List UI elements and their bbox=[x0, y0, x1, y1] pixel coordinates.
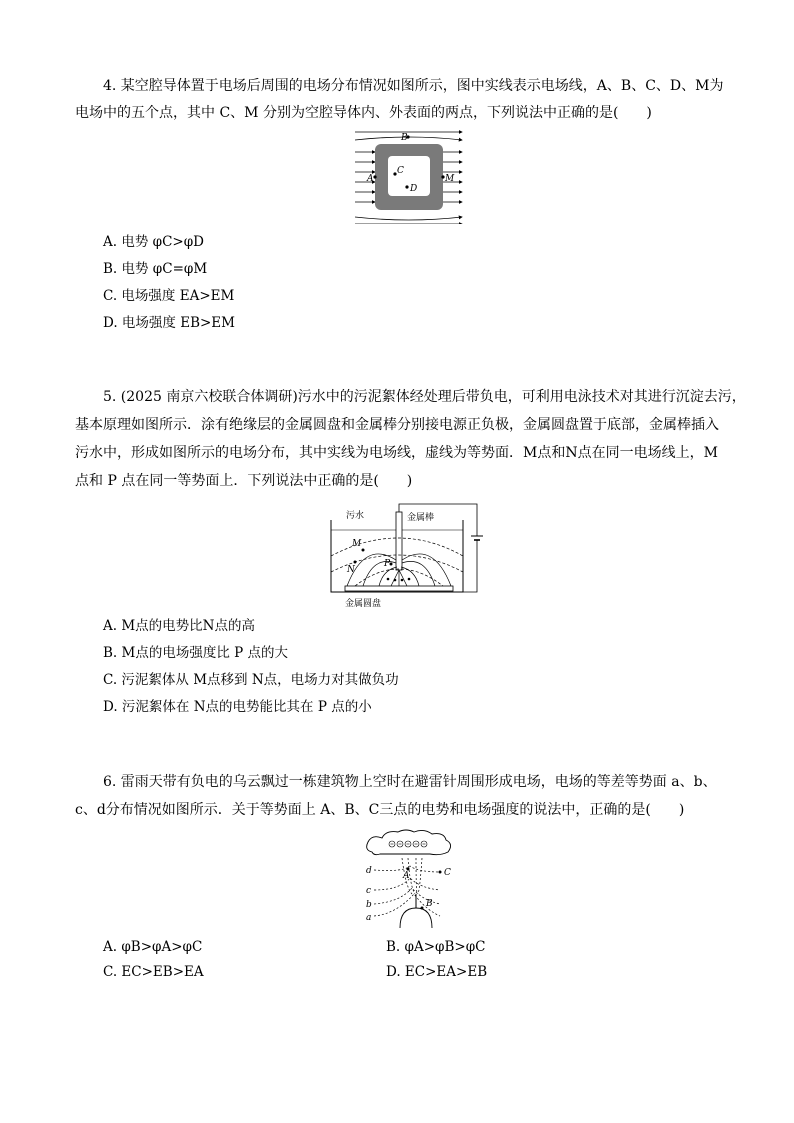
q4-label-M: M bbox=[445, 174, 455, 184]
q6-lightning-rod-figure bbox=[360, 828, 465, 928]
q5-label-disk: 金属圆盘 bbox=[345, 599, 382, 609]
q4-option-b[interactable]: B. 电势 φC=φM bbox=[103, 261, 208, 277]
q4-label-B: B bbox=[401, 133, 408, 143]
q5-electrophoresis-figure bbox=[325, 500, 490, 610]
q6-option-a[interactable]: A. φB>φA>φC bbox=[103, 939, 203, 955]
q6-option-d[interactable]: D. EC>EA>EB bbox=[386, 964, 488, 980]
q5-label-rod: 金属棒 bbox=[407, 513, 435, 523]
q5-option-a[interactable]: A. M点的电势比N点的高 bbox=[103, 618, 255, 634]
q4-cavity bbox=[388, 156, 430, 196]
q4-option-a[interactable]: A. 电势 φC>φD bbox=[103, 234, 204, 250]
q5-stem-line-4: 点和 P 点在同一等势面上．下列说法中正确的是( ) bbox=[75, 473, 413, 489]
q5-label-water: 污水 bbox=[346, 511, 365, 521]
q6-label-c: c bbox=[366, 886, 372, 896]
q6-stem-line-1: 6. 雷雨天带有负电的乌云飘过一栋建筑物上空时在避雷针周围形成电场，电场的等差等势面 a、b、 bbox=[103, 774, 717, 790]
q5-label-P: P bbox=[384, 559, 391, 569]
q6-label-A: A bbox=[403, 871, 410, 881]
q5-stem-line-3: 污水中，形成如图所示的电场分布，其中实线为电场线，虚线为等势面．M点和N点在同一电场线上，M bbox=[75, 445, 718, 461]
q4-cavity-conductor-figure bbox=[355, 128, 463, 224]
q5-stem-line-1: 5. (2025 南京六校联合体调研)污水中的污泥絮体经处理后带负电，可利用电泳技术对其进行沉淀去污， bbox=[103, 389, 746, 405]
q6-label-a: a bbox=[366, 913, 372, 923]
q5-metal-rod bbox=[396, 512, 402, 570]
q4-option-c[interactable]: C. 电场强度 EA>EM bbox=[103, 288, 235, 304]
q6-building bbox=[400, 908, 432, 928]
q4-label-C: C bbox=[397, 166, 404, 176]
q5-option-c[interactable]: C. 污泥絮体从 M点移到 N点，电场力对其做负功 bbox=[103, 672, 399, 688]
q5-metal-disk bbox=[345, 586, 453, 591]
q5-option-b[interactable]: B. M点的电场强度比 P 点的大 bbox=[103, 645, 288, 661]
q6-stem-line-2: c、d分布情况如图所示．关于等势面上 A、B、C三点的电势和电场强度的说法中，正确的是( ) bbox=[75, 802, 685, 818]
q4-stem-line-2: 电场中的五个点，其中 C、M 分别为空腔导体内、外表面的两点，下列说法中正确的是( ) bbox=[75, 105, 652, 121]
q5-stem-line-2: 基本原理如图所示．涂有绝缘层的金属圆盘和金属棒分别接电源正负极，金属圆盘置于底部，金属棒插入 bbox=[75, 417, 719, 433]
q4-stem-line-1: 4. 某空腔导体置于电场后周围的电场分布情况如图所示，图中实线表示电场线，A、B、C、D、M为 bbox=[103, 78, 724, 94]
q4-label-D: D bbox=[410, 184, 418, 194]
q5-label-N: N bbox=[347, 565, 355, 575]
q6-option-c[interactable]: C. EC>EB>EA bbox=[103, 964, 204, 980]
q6-label-d: d bbox=[366, 866, 372, 876]
q5-label-M: M bbox=[352, 539, 362, 549]
q6-option-b[interactable]: B. φA>φB>φC bbox=[386, 939, 486, 955]
q4-label-A: A bbox=[367, 174, 374, 184]
q6-label-C: C bbox=[444, 868, 451, 878]
q6-label-b: b bbox=[366, 900, 372, 910]
q4-option-d[interactable]: D. 电场强度 EB>EM bbox=[103, 315, 235, 331]
q5-option-d[interactable]: D. 污泥絮体在 N点的电势能比其在 P 点的小 bbox=[103, 699, 372, 715]
q6-label-B: B bbox=[426, 899, 433, 909]
q5-charges bbox=[387, 578, 411, 582]
